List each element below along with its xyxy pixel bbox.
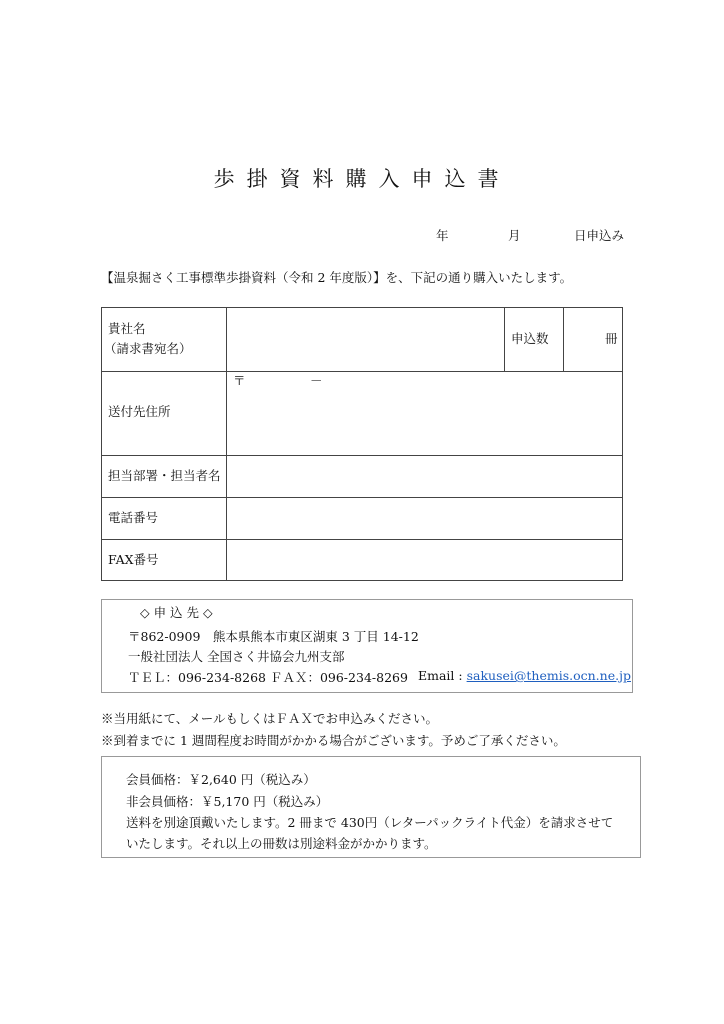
phone-field[interactable] xyxy=(228,499,622,537)
department-contact-field[interactable] xyxy=(228,457,622,495)
row-divider xyxy=(102,371,622,372)
row-divider xyxy=(102,497,622,498)
intro-text: 【温泉掘さく工事標準歩掛資料（令和 2 年度版）】を、下記の通り購入いたします。 xyxy=(101,270,573,285)
order-form-table xyxy=(101,307,623,581)
quantity-label: 申込数 xyxy=(511,331,549,346)
column-divider xyxy=(563,308,564,371)
company-name-field[interactable] xyxy=(228,310,502,369)
contact-address: 〒862-0909 熊本県熊本市東区湖東 3 丁目 14-12 xyxy=(128,629,419,644)
contact-email-line xyxy=(418,668,631,683)
company-name-label: 貴社名 xyxy=(108,321,146,336)
column-divider xyxy=(504,308,505,371)
shipping-address-label: 送付先住所 xyxy=(108,404,171,419)
date-month-label: 月 xyxy=(508,228,521,243)
contact-organization: 一般社団法人 全国さく井協会九州支部 xyxy=(128,649,345,664)
member-price: 会員価格：￥2,640 円（税込み） xyxy=(126,772,316,787)
shipping-note-line-2: いたします。それ以上の冊数は別途料金がかかります。 xyxy=(126,836,437,851)
contact-info-box xyxy=(101,599,633,693)
note-line-1: ※当用紙にて、メールもしくはＦＡＸでお申込みください。 xyxy=(101,711,439,726)
invoice-addressee-label: （請求書宛名） xyxy=(104,341,192,356)
contact-tel-fax: ＴＥＬ：096-234-8268 ＦＡＸ：096-234-8269 xyxy=(128,670,408,685)
application-date-line xyxy=(436,226,626,244)
row-divider xyxy=(102,539,622,540)
date-day-label: 日申込み xyxy=(574,228,625,243)
quantity-unit-label: 冊 xyxy=(605,331,618,346)
fax-label: FAX番号 xyxy=(108,552,159,567)
contact-heading: ◇ 申 込 先 ◇ xyxy=(140,605,213,620)
row-divider xyxy=(102,455,622,456)
page-title: 歩掛資料購入申込書 xyxy=(213,167,511,191)
column-divider xyxy=(226,308,227,580)
shipping-note-line-1: 送料を別途頂戴いたします。2 冊まで 430円（レターパックライト代金）を請求させて xyxy=(126,815,614,830)
date-year-label: 年 xyxy=(436,228,449,243)
postal-dash: － xyxy=(310,373,323,388)
quantity-field[interactable] xyxy=(565,310,603,369)
note-line-2: ※到着までに 1 週間程度お時間がかかる場合がございます。予めご了承ください。 xyxy=(101,733,566,748)
pricing-box xyxy=(101,756,641,858)
shipping-address-field[interactable] xyxy=(228,394,622,452)
department-contact-label: 担当部署・担当者名 xyxy=(108,468,221,483)
postal-mark: 〒 xyxy=(233,373,246,388)
fax-field[interactable] xyxy=(228,541,622,579)
non-member-price: 非会員価格：￥5,170 円（税込み） xyxy=(126,794,329,809)
email-label: Email : xyxy=(418,668,467,683)
email-link[interactable]: sakusei@themis.ocn.ne.jp xyxy=(466,668,631,683)
phone-label: 電話番号 xyxy=(108,510,159,525)
